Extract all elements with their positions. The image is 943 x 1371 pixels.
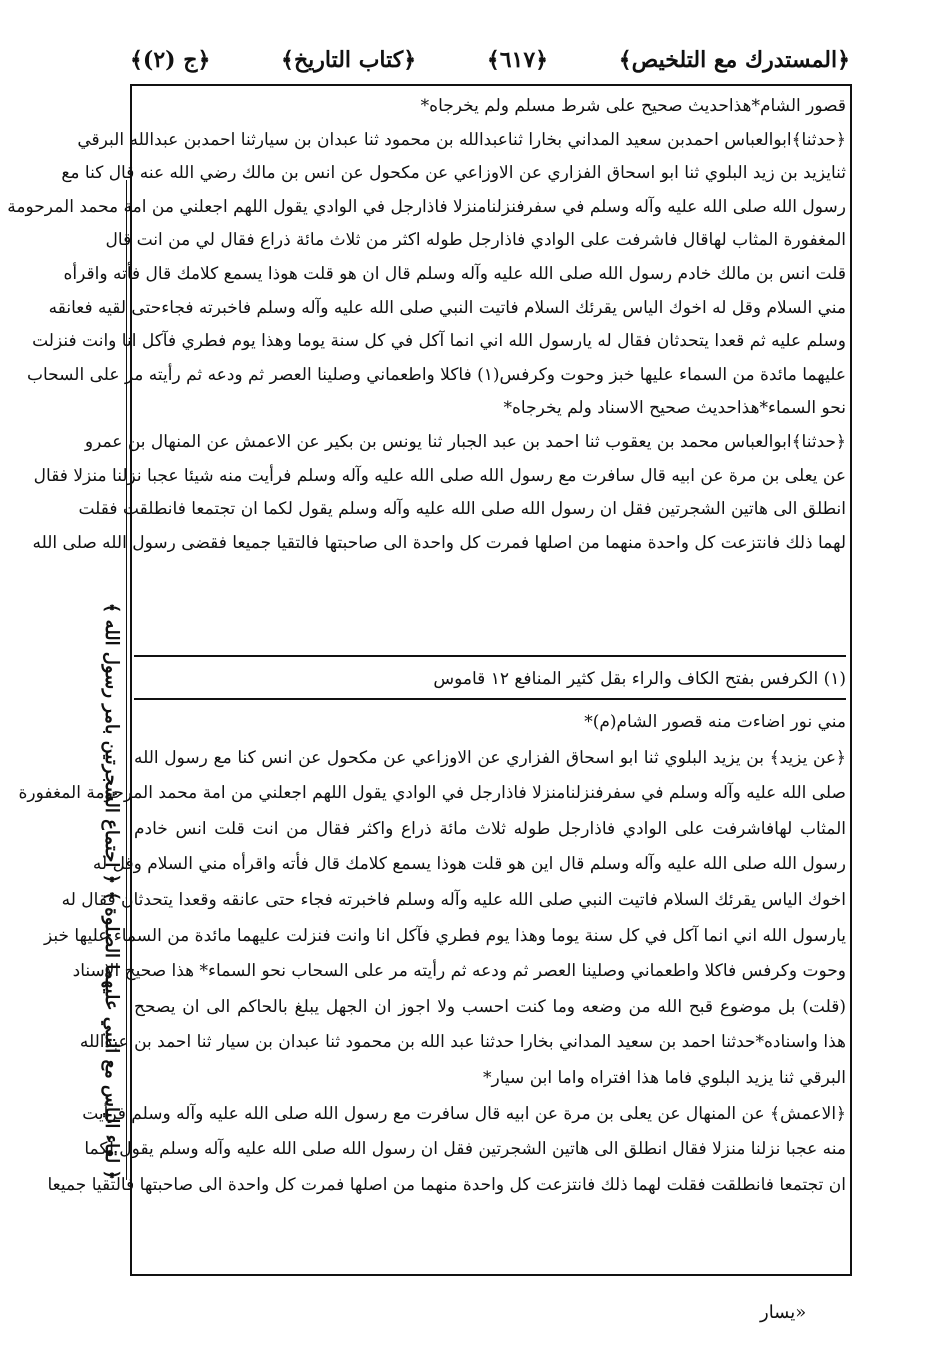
text-line: ﴿عن يزيد﴾ بن يزيد البلوي ثنا ابو اسحاق الفزاري عن الاوزاعي عن مكحول عن انس كنا مع رسول الله — [134, 747, 846, 768]
text-line: البرقي ثنا يزيد البلوي فاما هذا افتراه واما ابن سيار* — [483, 1067, 846, 1088]
text-line: رسول الله صلى الله عليه وآله وسلم في سفرفنزلنامنزلا فاذارجل في الوادي يقول اللهم اجعلني من امة محمد المرحومة — [7, 196, 846, 217]
text-line: المثاب لهافاشرفت على الوادي فاذارجل طوله ثلاث مائة ذراع واكثر فقال من انت قلت انس خادم — [134, 818, 846, 839]
text-line: صلى الله عليه وآله وسلم في سفرفنزلنامنزلا فاذارجل في الوادي يقول اللهم اجعلني من امة محمد المرحومة المغفورة — [18, 783, 846, 804]
text-line: لهما ذلك فانتزعت كل واحدة منهما من اصلها فمرت كل واحدة الى صاحبتها فالتقيا جميعا فقضى رسول الله صلى الله — [32, 532, 846, 553]
book-title: ﴿كتاب التاريخ﴾ — [281, 47, 417, 73]
text-line: قصور الشام*هذاحديث صحيح على شرط مسلم ولم يخرجاه* — [420, 96, 846, 116]
text-line: عليهما مائدة من السماء عليها خبز وحوت وكرفس(١) فاكلا واطعماني وصلينا العصر ثم ودعه ثم رأيته مر على السحاب — [26, 364, 846, 385]
footnote: (١) الكرفس بفتح الكاف والراء بقل كثير المنافع ١٢ قاموس — [433, 669, 846, 689]
text-line: ﴿حدثنا﴾ابوالعباس محمد بن يعقوب ثنا احمد بن عبد الجبار ثنا يونس بن بكير عن الاعمش عن المنهال بن عمرو — [84, 431, 846, 452]
text-line: منه عجبا نزلنا منزلا فقال انطلق الى هاتين الشجرتين فقل ان رسول الله صلى الله عليه وآله وسلم يقول لكما — [84, 1139, 846, 1160]
volume-number: ﴿ج (٢)﴾ — [130, 47, 211, 73]
page-header — [130, 40, 850, 80]
text-line: عن يعلى بن مرة عن ابيه قال سافرت مع رسول الله صلى الله عليه وآله وسلم فرأيت منه شيئا عجبا نزلنا منزلا فقال — [33, 465, 846, 486]
text-line: انطلق الى هاتين الشجرتين فقل ان رسول الله صلى الله عليه وآله وسلم يقول لكما ان تجتمعا فانطلقت فقلت — [78, 499, 846, 520]
footnote-rule-top — [134, 655, 846, 657]
text-line: ﴿الاعمش﴾ عن المنهال عن يعلى بن مرة عن ابيه قال سافرت مع رسول الله صلى الله عليه وآله وسلم فرأيت — [82, 1103, 846, 1124]
text-line: المغفورة المثاب لهاقال فاشرفت على الوادي فاذارجل طوله اكثر من ثلاث مائة ذراع فقال لي من انت قال — [105, 230, 846, 251]
text-line: اخوك الياس يقرئك السلام فاتيت النبي صلى الله عليه وآله وسلم فاخبرته فجاء حتى عانقه وقعدا يتحدثان فقال له — [61, 889, 846, 910]
text-line: هذا واسناده*حدثنا احمد بن سعيد المداني بخارا حدثنا عبد الله بن محمود ثنا عبدان بن سيار ثنا احمد بن عبدالله — [79, 1032, 846, 1053]
text-line: مني السلام وقل له اخوك الياس يقرئك السلام فاتيت النبي صلى الله عليه وآله وسلم فاخبرته فجاءحتى لقيه فعانقه — [48, 297, 846, 318]
work-title: ﴿المستدرك مع التلخيص﴾ — [618, 47, 850, 73]
page-number: ﴿٦١٧﴾ — [486, 47, 549, 73]
text-line: ﴿حدثنا﴾ابوالعباس احمدبن سعيد المداني بخارا ثناعبدالله بن محمود ثنا عبدان بن سيارثنا احمدبن عبدالله البرقي — [77, 129, 846, 150]
text-line: رسول الله صلى الله عليه وآله وسلم قال اين هو قلت هوذا يسمع كلامك قال فأته واقرأه مني السلام وقل له — [92, 854, 846, 875]
text-line: يارسول الله اني انما آكل في كل سنة يوما وهذا يوم فطري فآكل انا وانت فنزلت عليهما مائدة من السماء عليها خبز — [44, 925, 846, 946]
text-line: نحو السماء*هذاحديث صحيح الاسناد ولم يخرجاه* — [503, 398, 846, 419]
text-line: ثنايزيد بن زيد البلوي ثنا ابو اسحاق الفزاري عن الاوزاعي عن مكحول عن انس بن مالك رضي الله عنه قال كنا مع — [61, 163, 846, 184]
text-line: (قلت) بل موضوع قبح الله من وضعه وما كنت احسب ولا اجوز ان الجهل يبلغ بالحاكم الى ان يصحح — [134, 996, 846, 1017]
text-line: وسلم عليه ثم قعدا يتحدثان فقال له يارسول الله اني انما آكل في كل سنة يوما وهذا يوم فطري فآكل انا وانت فنزلت — [32, 331, 846, 352]
text-line: قلت انس بن مالك خادم رسول الله صلى الله عليه وآله وسلم قال ان هو قلت هوذا يسمع كلامك قال فأته واقرأه — [63, 263, 846, 284]
text-line: ان تجتمعا فانطلقت فقلت لهما ذلك فانتزعت كل واحدة منهما من اصلها فمرت كل واحدة الى صاحبتها فالتقيا جميعا — [47, 1174, 846, 1195]
margin-note: ﴿ لقاء الياس مع النبي عليهما الصلوة ﴾ ﴿ اجتماع الشجرتين بامر رسول الله ﴾ — [101, 602, 122, 1180]
main-text — [7, 90, 846, 560]
text-line: مني نور اضاءت منه قصور الشام(م)* — [584, 712, 846, 732]
catchword: «يسار — [760, 1302, 807, 1323]
text-line: وحوت وكرفس فاكلا واطعماني وصلينا العصر ثم ودعه ثم رأيته مر على السحاب نحو السماء* هذا صحيح الاسناد — [72, 961, 846, 982]
footnote-rule-bottom — [134, 698, 846, 700]
